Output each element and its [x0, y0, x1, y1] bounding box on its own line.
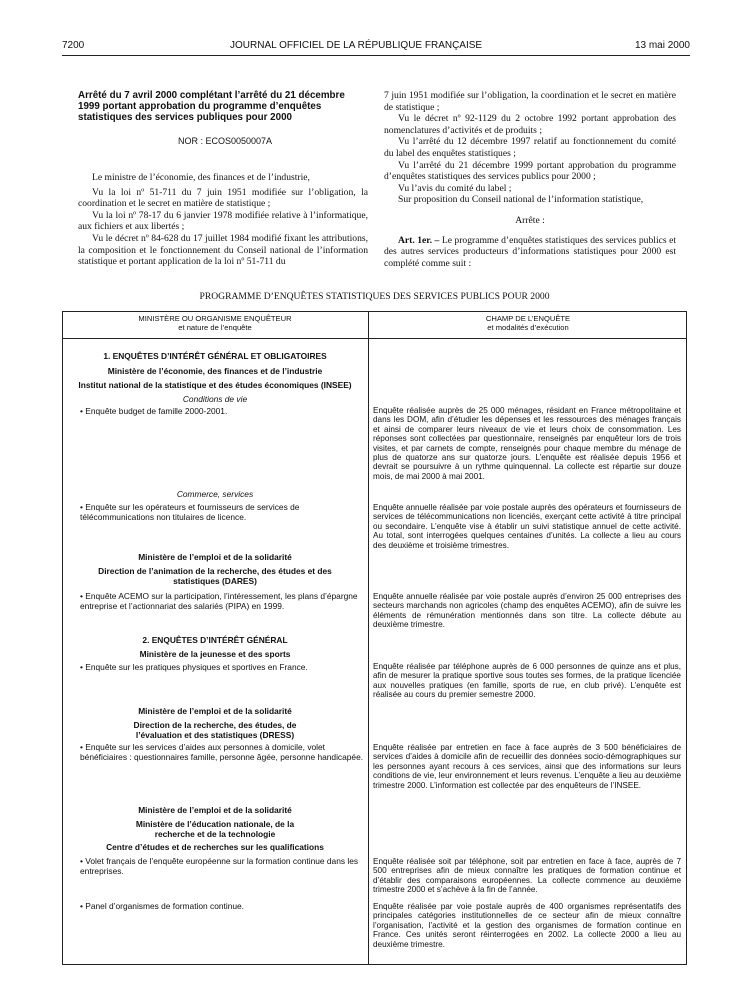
- survey-desc-sport: Enquête réalisée par téléphone auprès de 6 000 personnes de quinze ans et plus, afin de mesurer la pratique sportive sous toutes ses formes, de la pratique licenciée aux nouvelles pratiques (en famille, sports de rue, en club privé). L’enquête est réalisée au cours du premier semestre 2000.: [373, 662, 681, 700]
- theme-commerce-services: Commerce, services: [176, 489, 254, 499]
- insee: Institut national de la statistique et des études économiques (INSEE): [78, 380, 352, 390]
- survey-desc-telecom: Enquête annuelle réalisée par voie postale auprès des opérateurs et fournisseurs de services de télécommunications non licenciés, exerçant cette activité à titre principal ou secondaire. L’enquête vise à établir un suivi statistique annuel de cette activité. Au total, sont interrogées quelques centaines d’unités. La collecte a lieu au cours des deuxième et troisième trimestres.: [373, 503, 681, 550]
- survey-item-formation-continue: • Volet français de l’enquête européenne sur la formation continue dans les entreprises.: [80, 856, 359, 876]
- theme-conditions-de-vie: Conditions de vie: [182, 394, 248, 404]
- nor-reference: NOR : ECOS0050007A: [178, 136, 273, 146]
- cereq: Centre d’études et de recherches sur les qualifications: [106, 842, 324, 852]
- survey-desc-formation-continue: Enquête réalisée soit par téléphone, soit par entretien en face à face, auprès de 7 500 entreprises afin de mieux connaître les pratiques de formation continue et d’établir des comparaisons européennes. La collecte commence au deuxième trimestre 2000 et s’achève à la fin de l’année.: [373, 857, 681, 895]
- survey-item-acemo: • Enquête ACEMO sur la participation, l’intéressement, les plans d’épargne entreprise et l’actionnariat des salariés (PIPA) en 1999.: [80, 591, 358, 611]
- journal-title: JOURNAL OFFICIEL DE LA RÉPUBLIQUE FRANÇAISE: [230, 40, 483, 51]
- paragraph: Vu la loi nº 78-17 du 6 janvier 1978 modifiée relative à l’informatique, aux fichiers et aux libertés ;: [78, 209, 368, 233]
- ministry-employment-3: Ministère de l’emploi et de la solidarité: [138, 805, 292, 815]
- paragraph: 7 juin 1951 modifiée sur l’obligation, la coordination et le secret en matière de statistique ;: [384, 90, 676, 113]
- col1-header-line1: MINISTÈRE OU ORGANISME ENQUÊTEUR: [138, 314, 292, 323]
- survey-item-telecom: • Enquête sur les opérateurs et fournisseurs de services de télécommunications non titulaires de licence.: [80, 502, 300, 522]
- right-column-text: [384, 90, 676, 269]
- program-title: PROGRAMME D’ENQUÊTES STATISTIQUES DES SERVICES PUBLICS POUR 2000: [199, 291, 550, 302]
- header-rule: [62, 55, 690, 56]
- paragraph: Vu le décret nº 84-628 du 17 juillet 1984 modifié fixant les attributions, la composition et le fonctionnement du Conseil national de l’information statistique et portant application de la loi nº 51-711 du: [78, 232, 368, 268]
- decree-title: Arrêté du 7 avril 2000 complétant l’arrêté du 21 décembre 1999 portant approbation du programme d’enquêtes statistiques des services publiques pour 2000: [78, 90, 345, 124]
- issue-date: 13 mai 2000: [634, 40, 690, 51]
- article-label: Art. 1er. –: [398, 234, 440, 246]
- arrete-heading: Arrête :: [515, 214, 545, 226]
- survey-desc-budget-famille: Enquête réalisée auprès de 25 000 ménages, résidant en France métropolitaine et dans les DOM, afin d’étudier les dépenses et les ressources des ménages français et ainsi de comparer leurs niveaux de vie et leurs choix de consommation. Les réponses sont collectées par questionnaire, renseignés par enquêteur lors de trois visites, et par carnets de compte, renseignés pour chaque membre du ménage de plus de quatorze ans sur quatorze jours. L’enquête est réalisée depuis 1956 et devrait se poursuivre à un rythme quinquennal. La collecte est répartie sur douze mois, de mai 2000 à mai 2001.: [373, 406, 681, 481]
- ministry-economy: Ministère de l’économie, des finances et de l’industrie: [107, 366, 323, 376]
- article-1: [384, 235, 676, 270]
- page-number: 7200: [62, 40, 85, 51]
- table-header-rule: [62, 338, 687, 339]
- survey-item-panel-organismes: • Panel d’organismes de formation continue.: [80, 901, 245, 911]
- survey-item-aides-domicile: • Enquête sur les services d’aides aux personnes à domicile, volet bénéficiaires : questionnaires famille, personne âgée, personne handicapée.: [80, 742, 364, 762]
- ministry-youth-sports: Ministère de la jeunesse et des sports: [139, 649, 291, 659]
- col1-header: [62, 315, 368, 332]
- column-divider: [368, 311, 369, 965]
- left-column-text: [78, 172, 368, 268]
- paragraph: Vu l’avis du comité du label ;: [398, 182, 512, 194]
- paragraph: Vu l’arrêté du 12 décembre 1997 relatif au fonctionnement du comité du label des enquêtes statistiques ;: [384, 136, 676, 159]
- ministry-employment: Ministère de l’emploi et de la solidarité: [138, 552, 292, 562]
- article-text: Le programme d’enquêtes statistiques des services publics et des autres services producteurs d’informations statistiques pour 2000 est complété comme suit :: [384, 234, 676, 269]
- section-heading-2: 2. ENQUÊTES D’INTÉRÊT GÉNÉRAL: [142, 635, 288, 645]
- paragraph: Sur proposition du Conseil national de l’information statistique,: [398, 194, 644, 206]
- paragraph: Vu la loi nº 51-711 du 7 juin 1951 modifiée sur l’obligation, la coordination et le secret en matière de statistique ;: [78, 186, 368, 210]
- survey-desc-panel-organismes: Enquête réalisée par voie postale auprès de 400 organismes représentatifs des principales catégories institutionnelles de ce secteur afin de mieux connaître l’organisation, l’activité et la gestion des organismes de formation continue en France. Ces unités seront réinterrogées en 2002. La collecte 2000 a lieu au deuxième trimestre.: [373, 902, 681, 949]
- col2-header-line1: CHAMP DE L’ENQUÊTE: [485, 314, 571, 323]
- paragraph: Le ministre de l’économie, des finances et de l’industrie,: [92, 172, 310, 183]
- col2-header-line2: et modalités d’exécution: [487, 322, 569, 332]
- col2-header: [369, 315, 687, 332]
- survey-item-sport: • Enquête sur les pratiques physiques et sportives en France.: [80, 662, 308, 672]
- section-heading-1: 1. ENQUÊTES D’INTÉRÊT GÉNÉRAL ET OBLIGATOIRES: [103, 351, 327, 361]
- ministry-education: Ministère de l’éducation nationale, de la recherche et de la technologie: [135, 819, 295, 839]
- ministry-employment-2: Ministère de l’emploi et de la solidarité: [138, 706, 292, 716]
- survey-desc-acemo: Enquête annuelle réalisée par voie postale auprès d’environ 25 000 entreprises des secteurs marchands non agricoles (champ des enquêtes ACEMO), afin de suivre les éléments de rémunération mentionnés dans son titre. La collecte débute au deuxième trimestre.: [373, 592, 681, 630]
- paragraph: Vu l’arrêté du 21 décembre 1999 portant approbation du programme d’enquêtes statistiques des services publics pour 2000 ;: [384, 159, 676, 183]
- survey-item-budget-famille: • Enquête budget de famille 2000-2001.: [80, 406, 228, 416]
- dares: Direction de l’animation de la recherche, des études et des statistiques (DARES): [98, 566, 332, 586]
- col1-header-line2: et nature de l’enquête: [178, 322, 252, 332]
- paragraph: Vu le décret nº 92-1129 du 2 octobre 1992 portant approbation des nomenclatures d’activités et de produits ;: [384, 113, 676, 136]
- dress: Direction de la recherche, des études, de l’évaluation et des statistiques (DRESS): [133, 720, 297, 740]
- survey-desc-aides-domicile: Enquête réalisée par entretien en face à face auprès de 3 500 bénéficiaires de services d’aides à domicile afin de recueillir des données socio-démographiques sur les personnes ayant recours à ces services, ainsi que des informations sur leurs conditions de vie, leur environnement et leurs revenus. L’enquête a lieu au deuxième trimestre 2000. L’information est collectée par des enquêteurs de l’INSEE.: [373, 743, 681, 790]
